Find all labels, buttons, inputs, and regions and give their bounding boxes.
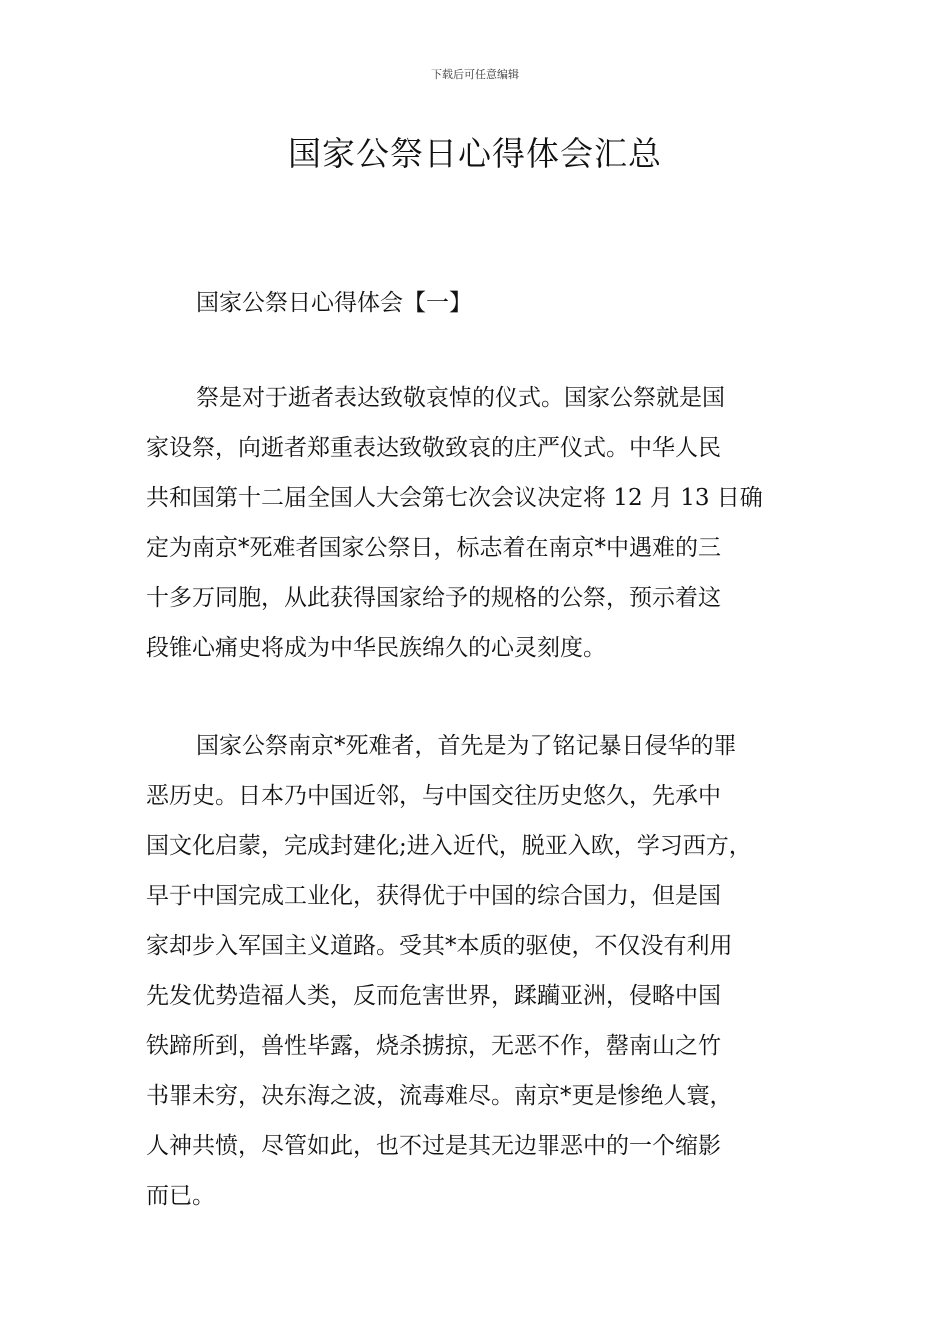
paragraph-line: 而已。 [146, 1183, 215, 1209]
paragraph-line: 国家公祭南京*死难者，首先是为了铭记暴日侵华的罪 [196, 733, 737, 759]
paragraph-line: 国文化启蒙，完成封建化;进入近代，脱亚入欧，学习西方， [146, 833, 752, 859]
paragraph-line: 家设祭，向逝者郑重表达致敬致哀的庄严仪式。中华人民 [146, 435, 721, 461]
paragraph-line: 人神共愤，尽管如此，也不过是其无边罪恶中的一个缩影 [146, 1133, 721, 1159]
paragraph-line: 定为南京*死难者国家公祭日，标志着在南京*中遇难的三 [146, 535, 721, 561]
document-title: 国家公祭日心得体会汇总 [288, 134, 662, 173]
paragraph-2 [146, 721, 818, 1221]
paragraph-line: 十多万同胞，从此获得国家给予的规格的公祭，预示着这 [146, 585, 721, 611]
paragraph-line: 恶历史。日本乃中国近邻，与中国交往历史悠久，先承中 [146, 783, 721, 809]
paragraph-line: 铁蹄所到，兽性毕露，烧杀掳掠，无恶不作，罄南山之竹 [146, 1033, 721, 1059]
paragraph-line: 共和国第十二届全国人大会第七次会议决定将 12 月 13 日确 [146, 485, 763, 511]
paragraph-line: 段锥心痛史将成为中华民族绵久的心灵刻度。 [146, 635, 606, 661]
paragraph-line: 祭是对于逝者表达致敬哀悼的仪式。国家公祭就是国 [196, 385, 725, 411]
paragraph-1 [146, 373, 818, 673]
paragraph-line: 书罪未穷，决东海之波，流毒难尽。南京*更是惨绝人寰， [146, 1083, 733, 1109]
section-heading: 国家公祭日心得体会【一】 [196, 290, 472, 316]
paragraph-line: 早于中国完成工业化，获得优于中国的综合国力，但是国 [146, 883, 721, 909]
paragraph-line: 家却步入军国主义道路。受其*本质的驱使，不仅没有利用 [146, 933, 733, 959]
download-note: 下载后可任意编辑 [431, 68, 519, 81]
paragraph-line: 先发优势造福人类，反而危害世界，蹂躏亚洲，侵略中国 [146, 983, 721, 1009]
